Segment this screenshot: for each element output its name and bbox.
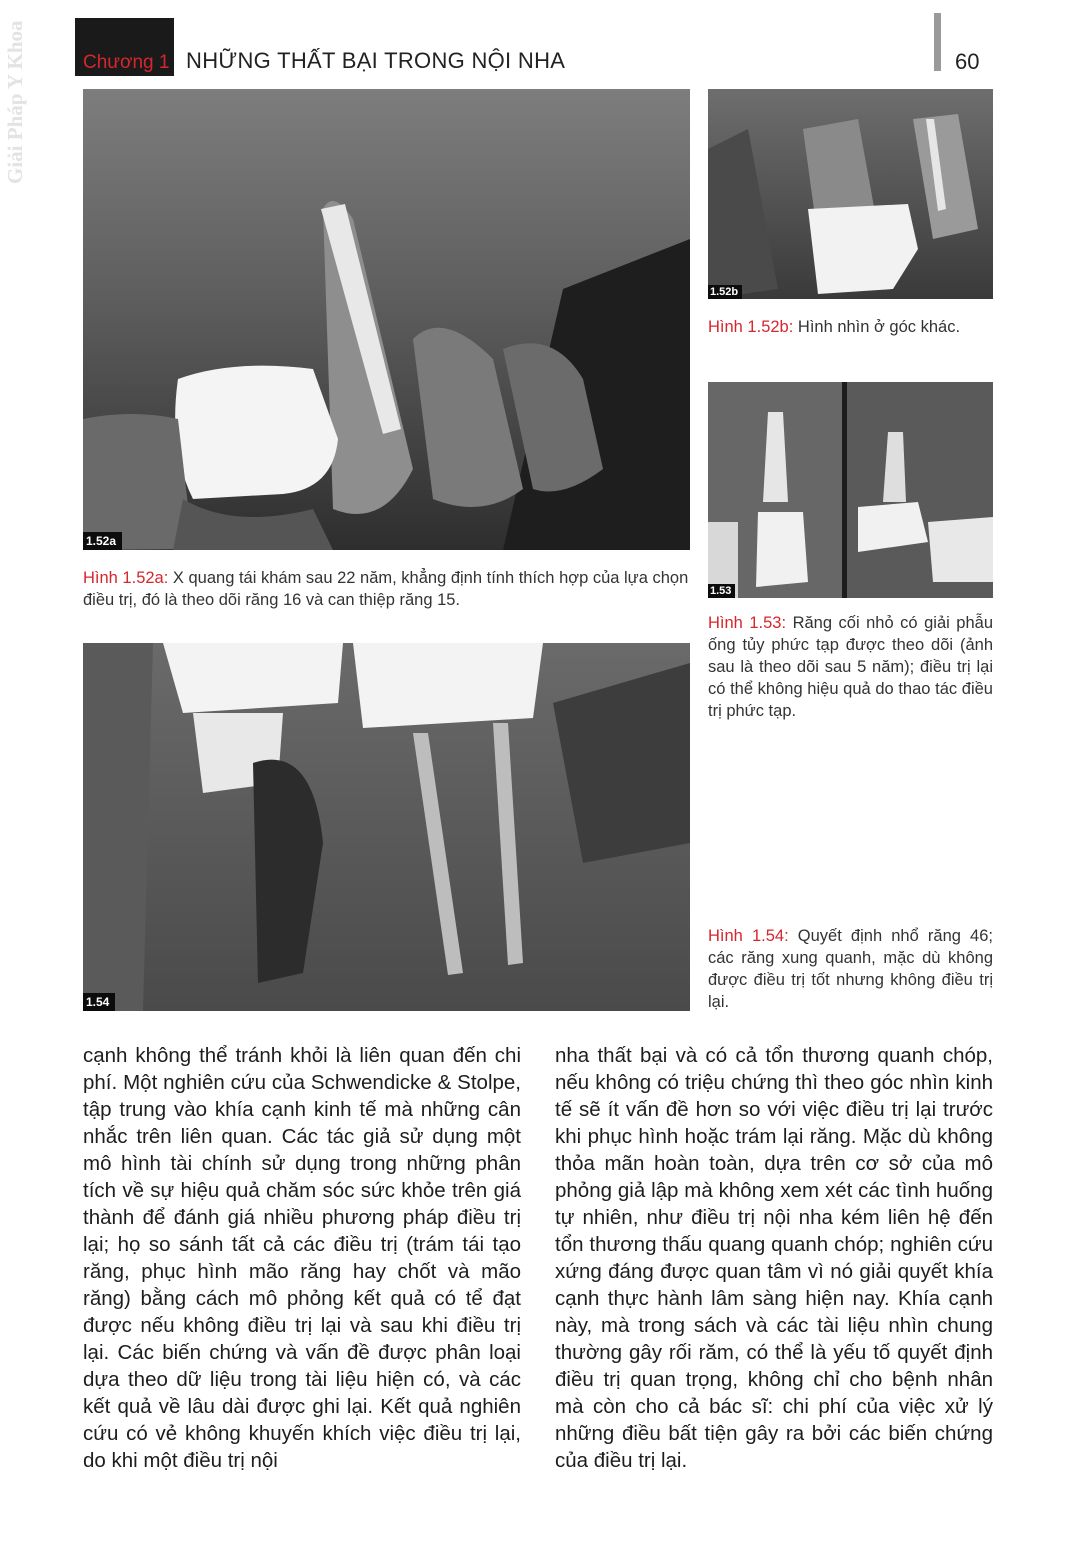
caption-label: Hình 1.54: [708, 927, 789, 945]
xray-image-1-52b [708, 89, 993, 299]
caption-1-54 [708, 925, 993, 1013]
xray-image-1-52a [83, 89, 690, 550]
caption-text: Răng cối nhỏ có giải phẫu ống tủy phức tạp được theo dõi (ảnh sau là theo dõi sau 5 năm); điều trị lại có thể không hiệu quả do thao tác điều trị phức tạp. [708, 614, 993, 720]
page-number: 60 [955, 49, 980, 74]
caption-text: Quyết định nhổ răng 46; các răng xung quanh, mặc dù không được điều trị tốt nhưng không điều trị lại. [708, 927, 993, 1011]
body-column-left: cạnh không thể tránh khỏi là liên quan đến chi phí. Một nghiên cứu của Schwendicke & Stolpe, tập trung vào khía cạnh kinh tế mà những cân nhắc trên liên quan. Các tác giả sử dụng một mô hình tài chính sử dụng trong những phân tích về sự hiệu quả chăm sóc sức khỏe trên giá thành để đánh giá nhiều phương pháp điều trị lại; họ so sánh tất cả các điều trị (trám tái tạo răng, phục hình mão răng hay chốt và mão răng) bằng cách mô phỏng kết quả có tể đạt được nếu không điều trị lại và sau khi điều trị lại. Các biến chứng và vấn đề được phân loại dựa theo dữ liệu trong tài liệu hiện có, và các kết quả về lâu dài được ghi lại. Kết quả nghiên cứu có vẻ không khuyến khích việc điều trị lại, do khi một điều trị nội [83, 1044, 521, 1472]
xray-image-1-53 [708, 382, 993, 598]
chapter-label: Chương 1 [83, 52, 170, 73]
figure-tag-1-54: 1.54 [83, 993, 115, 1011]
figure-tag-1-52a: 1.52a [83, 532, 122, 550]
body-column-right: nha thất bại và có cả tổn thương quanh chóp, nếu không có triệu chứng thì theo góc nhìn kinh tế sẽ ít vấn đề hơn so với việc điều trị lại trước khi phục hình hoặc trám lại răng. Mặc dù không thỏa mãn hoàn toàn, dựa trên cơ sở của mô phỏng giả lập mà không xem xét các tình huống tự nhiên, như điều trị nội nha kém liên hệ đến tổn thương thấu quang quanh chóp; nghiên cứu xứng đáng được quan tâm vì nó giải quyết khía cạnh thực hành lâm sàng hiện nay. Khía cạnh này, mà trong sách và các tài liệu nhìn chung thường gây rối răm, có thể là yếu tố quyết định điều trị quan trọng, không chỉ cho bệnh nhân mà còn cho cả bác sĩ: chi phí của việc xử lý những điều bất tiện gây ra bởi các biến chứng của điều trị lại. [555, 1044, 993, 1472]
figure-tag-1-52b: 1.52b [708, 285, 742, 299]
page-number-bar [934, 13, 941, 71]
caption-label: Hình 1.53: [708, 614, 787, 632]
caption-1-52b [708, 316, 998, 338]
caption-text: Hình nhìn ở góc khác. [793, 318, 961, 336]
figure-tag-1-53: 1.53 [708, 584, 735, 598]
caption-label: Hình 1.52b: [708, 318, 794, 336]
side-watermark [0, 8, 32, 188]
caption-1-52a [83, 567, 693, 611]
chapter-title: NHỮNG THẤT BẠI TRONG NỘI NHA [186, 48, 566, 73]
caption-label: Hình 1.52a: [83, 569, 169, 587]
xray-image-1-54 [83, 643, 690, 1011]
caption-text: X quang tái khám sau 22 năm, khẳng định tính thích hợp của lựa chọn điều trị, đó là theo dõi răng 16 và can thiệp răng 15. [83, 569, 689, 609]
caption-1-53 [708, 612, 993, 722]
watermark-text: Giải Pháp Y Khoa [3, 20, 27, 184]
